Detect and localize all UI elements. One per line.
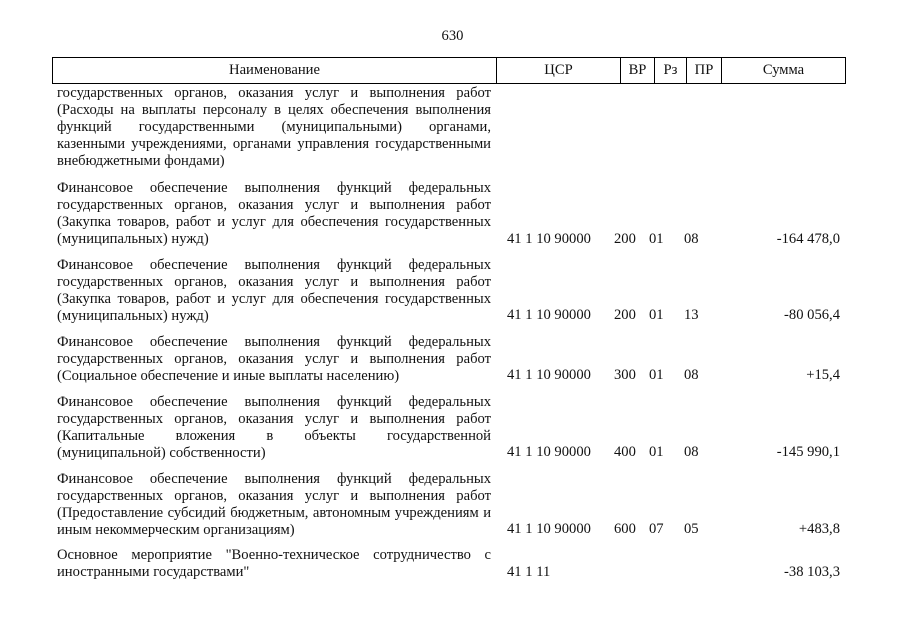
table-row	[0, 394, 905, 462]
row-rz: 01	[649, 231, 664, 247]
row-rz: 01	[649, 367, 664, 383]
row-sum: -164 478,0	[776, 231, 840, 247]
table-row	[0, 180, 905, 248]
header-pr: ПР	[686, 58, 721, 83]
row-csr: 41 1 10 90000	[507, 367, 591, 383]
row-name: Финансовое обеспечение выполнения функций федеральных государственных органов, оказания услуг и выполнения работ (Капитальные вложения в объекты государственной (муниципальной) собственности)	[57, 394, 491, 461]
row-name: Финансовое обеспечение выполнения функций федеральных государственных органов, оказания услуг и выполнения работ (Закупка товаров, работ и услуг для обеспечения государственных (муниципальных) нужд)	[57, 257, 491, 324]
row-sum: -38 103,3	[784, 564, 840, 580]
row-pr: 05	[684, 521, 699, 537]
row-vr: 600	[614, 521, 636, 537]
table-row	[0, 85, 905, 170]
row-csr: 41 1 10 90000	[507, 444, 591, 460]
table-row	[0, 471, 905, 539]
row-vr: 400	[614, 444, 636, 460]
row-sum: +483,8	[798, 521, 840, 537]
row-rz: 01	[649, 307, 664, 323]
header-rz: Рз	[654, 58, 686, 83]
row-rz: 07	[649, 521, 664, 537]
table-row	[0, 257, 905, 325]
row-name: Финансовое обеспечение выполнения функций федеральных государственных органов, оказания услуг и выполнения работ (Предоставление субсидий бюджетным, автономным учреждениям и иным некоммерческим организациям)	[57, 471, 491, 538]
table-row	[0, 334, 905, 385]
row-csr: 41 1 10 90000	[507, 231, 591, 247]
row-sum: -145 990,1	[776, 444, 840, 460]
header-name: Наименование	[229, 62, 320, 78]
row-vr: 300	[614, 367, 636, 383]
table-header	[52, 57, 846, 84]
row-name: Основное мероприятие "Военно-техническое сотрудничество с иностранными государствами"	[57, 547, 491, 580]
header-vr: ВР	[620, 58, 654, 83]
row-vr: 200	[614, 307, 636, 323]
header-csr: ЦСР	[496, 58, 620, 83]
row-pr: 08	[684, 367, 699, 383]
page-number: 630	[441, 28, 464, 44]
row-name: Финансовое обеспечение выполнения функций федеральных государственных органов, оказания услуг и выполнения работ (Социальное обеспечение и иные выплаты населению)	[57, 334, 491, 384]
row-name: Финансовое обеспечение выполнения функций федеральных государственных органов, оказания услуг и выполнения работ (Закупка товаров, работ и услуг для обеспечения государственных (муниципальных) нужд)	[57, 180, 491, 247]
row-pr: 08	[684, 231, 699, 247]
row-name: государственных органов, оказания услуг и выполнения работ (Расходы на выплаты персоналу в целях обеспечения выполнения функций государственными (муниципальными) органами, казенными учреждениями, органами управления государственными внебюджетными фондами)	[57, 85, 491, 169]
row-csr: 41 1 10 90000	[507, 521, 591, 537]
row-csr: 41 1 11	[507, 564, 551, 580]
row-rz: 01	[649, 444, 664, 460]
row-pr: 08	[684, 444, 699, 460]
row-csr: 41 1 10 90000	[507, 307, 591, 323]
row-pr: 13	[684, 307, 699, 323]
header-sum: Сумма	[721, 58, 845, 83]
table-row	[0, 547, 905, 581]
row-vr: 200	[614, 231, 636, 247]
row-sum: +15,4	[806, 367, 840, 383]
row-sum: -80 056,4	[784, 307, 840, 323]
